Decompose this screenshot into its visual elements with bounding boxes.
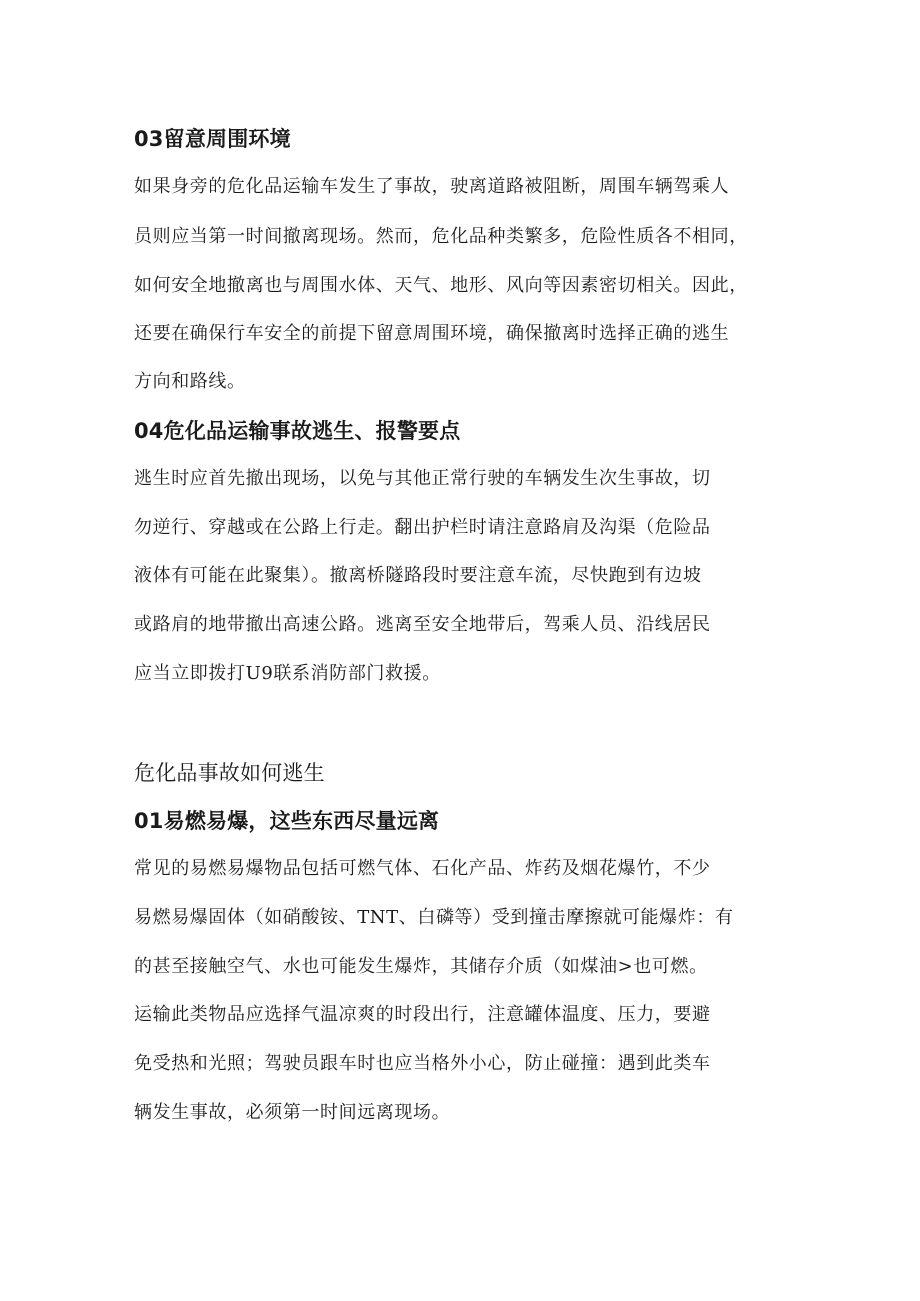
paragraph-line: 的甚至接触空气、水也可能发生爆炸，其储存介质（如煤油>也可燃。 — [134, 956, 708, 977]
section-heading-04: 04危化品运输事故逃生、报警要点 — [134, 419, 461, 443]
paragraph-line: 如何安全地撤离也与周围水体、天气、地形、风向等因素密切相关。因此， — [134, 275, 748, 296]
paragraph-line: 员则应当第一时间撤离现场。然而，危化品种类繁多，危险性质各不相同， — [134, 226, 748, 247]
paragraph-line: 逃生时应首先撤出现场，以免与其他正常行驶的车辆发生次生事故，切 — [134, 468, 711, 489]
paragraph-line: 运输此类物品应选择气温凉爽的时段出行，注意罐体温度、压力，要避 — [134, 1004, 711, 1025]
section-heading-01: 01易燃易爆，这些东西尽量远离 — [134, 809, 440, 833]
section-heading-03: 03留意周围环境 — [134, 127, 291, 151]
paragraph-line: 液体有可能在此聚集）。撤离桥隧路段时要注意车流，尽快跑到有边坡 — [134, 565, 702, 586]
paragraph-line: 或路肩的地带撤出高速公路。逃离至安全地带后，驾乘人员、沿线居民 — [134, 614, 711, 635]
paragraph-line: 辆发生事故，必须第一时间远离现场。 — [134, 1102, 451, 1123]
section-title: 危化品事故如何逃生 — [134, 761, 325, 785]
paragraph-line: 常见的易燃易爆物品包括可燃气体、石化产品、炸药及烟花爆竹，不少 — [134, 858, 711, 879]
paragraph-line: 应当立即拨打U9联系消防部门救援。 — [134, 663, 441, 684]
paragraph-line: 免受热和光照；驾驶员跟车时也应当格外小心，防止碰撞：遇到此类车 — [134, 1053, 711, 1074]
paragraph-line: 还要在确保行车安全的前提下留意周围环境，确保撤离时选择正确的逃生 — [134, 323, 730, 344]
paragraph-line: 易燃易爆固体（如硝酸铵、TNT、白磷等）受到撞击摩擦就可能爆炸：有 — [134, 907, 734, 928]
paragraph-line: 方向和路线。 — [134, 371, 246, 392]
paragraph-line: 勿逆行、穿越或在公路上行走。翻出护栏时请注意路肩及沟渠（危险品 — [134, 517, 711, 538]
paragraph-line: 如果身旁的危化品运输车发生了事故，驶离道路被阻断，周围车辆驾乘人 — [134, 176, 730, 197]
